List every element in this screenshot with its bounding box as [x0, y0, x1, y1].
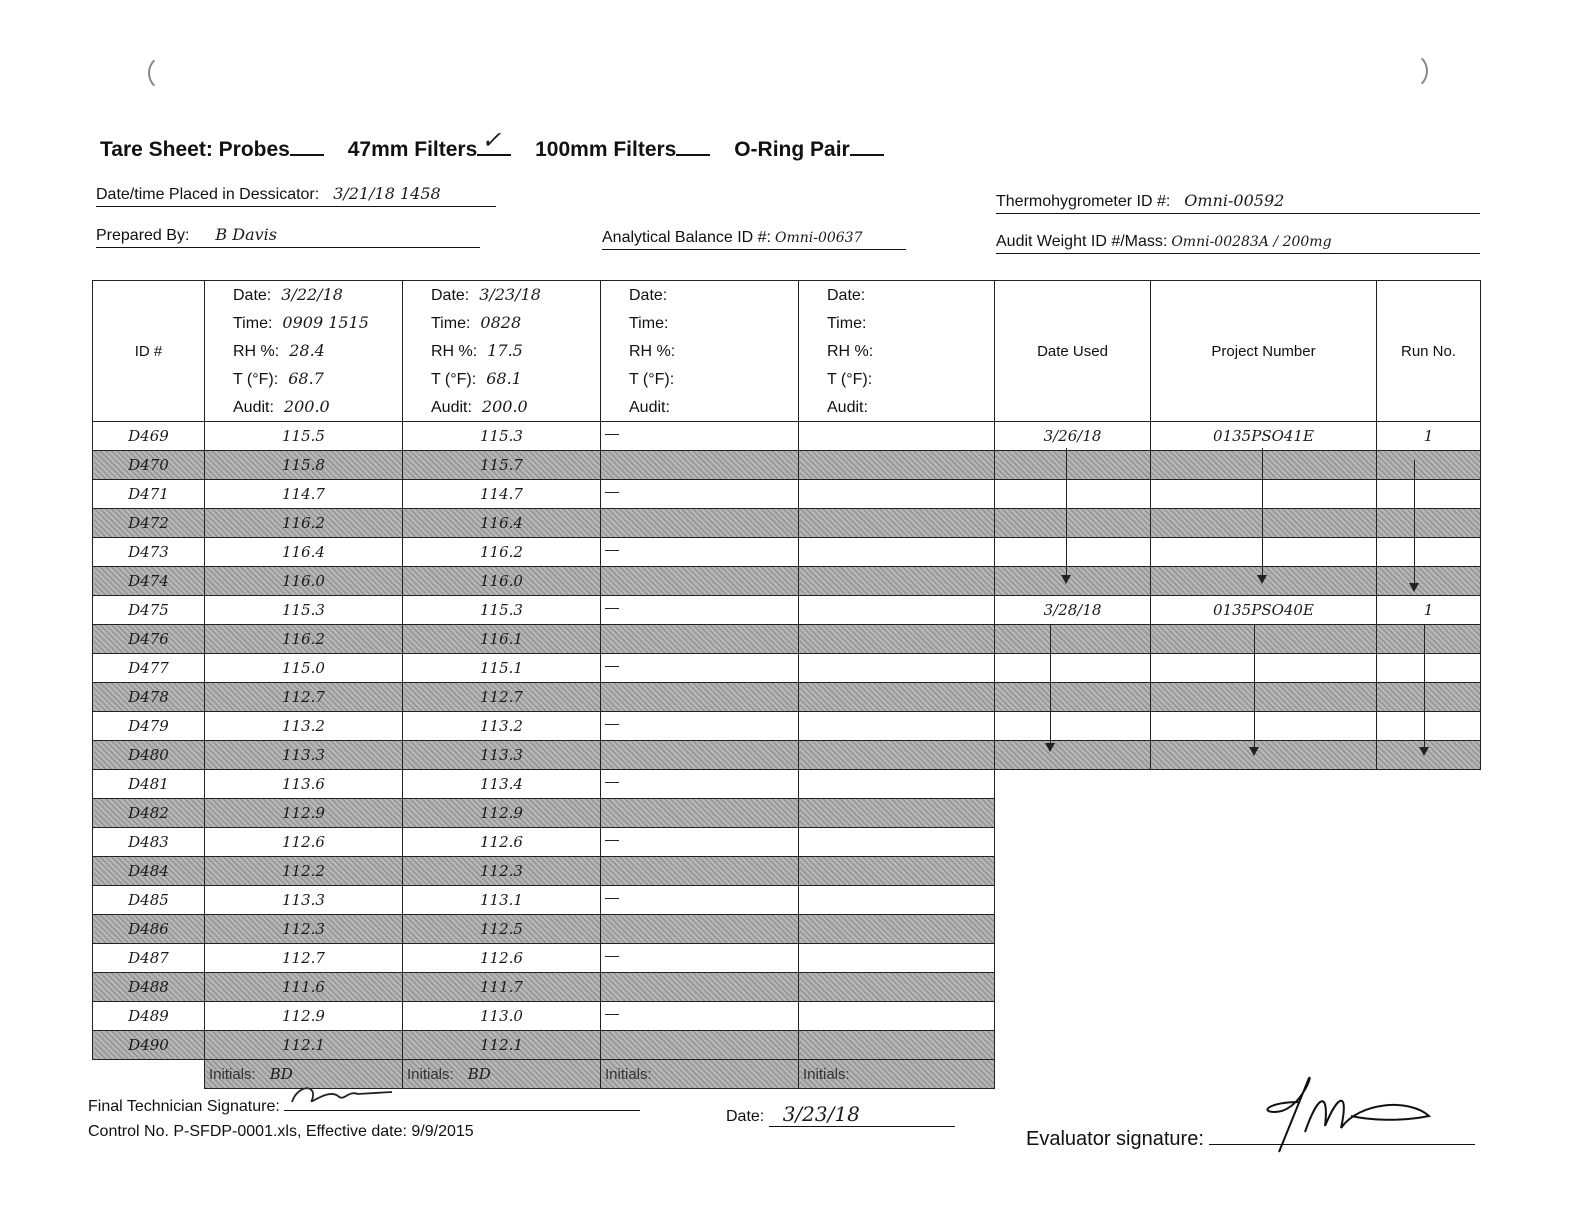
empty-cell — [995, 944, 1151, 973]
weight-2: 115.3 — [403, 422, 601, 451]
table-row — [93, 654, 1481, 683]
date-used — [995, 683, 1151, 712]
table-row — [93, 1031, 1481, 1060]
project-number — [1151, 509, 1377, 538]
weight-4 — [799, 1002, 995, 1031]
weight-4 — [799, 741, 995, 770]
session-time-label: Time: — [233, 315, 273, 332]
run-no — [1377, 538, 1481, 567]
placed-value: 3/21/18 1458 — [333, 184, 441, 203]
table-row — [93, 509, 1481, 538]
weight-4 — [799, 712, 995, 741]
empty-cell — [995, 1031, 1151, 1060]
weight-4 — [799, 799, 995, 828]
empty-cell — [995, 770, 1151, 799]
weight-2: 114.7 — [403, 480, 601, 509]
evaluator-signature-field: Evaluator signature: — [1026, 1128, 1475, 1151]
session-t-label: T (°F): — [431, 371, 477, 388]
row-id: D481 — [93, 770, 205, 799]
weight-3 — [601, 480, 799, 509]
weight-2: 112.5 — [403, 915, 601, 944]
project-number — [1151, 683, 1377, 712]
weight-4 — [799, 451, 995, 480]
weight-2: 116.1 — [403, 625, 601, 654]
date-used — [995, 480, 1151, 509]
weight-2: 116.0 — [403, 567, 601, 596]
session-t-value: 68.1 — [486, 369, 522, 388]
tick-mark — [605, 1014, 619, 1015]
empty-cell — [1377, 1031, 1481, 1060]
tick-mark — [605, 898, 619, 899]
table-row — [93, 625, 1481, 654]
empty-cell — [1377, 915, 1481, 944]
session-rh-label: RH %: — [233, 343, 280, 360]
weight-3 — [601, 596, 799, 625]
session-rh-label: RH %: — [629, 343, 676, 360]
tick-mark — [605, 840, 619, 841]
weight-2: 115.1 — [403, 654, 601, 683]
weight-3 — [601, 886, 799, 915]
weight-1: 112.6 — [205, 828, 403, 857]
date-used: 3/28/18 — [995, 596, 1151, 625]
project-number — [1151, 741, 1377, 770]
session-rh-label: RH %: — [431, 343, 478, 360]
row-id: D473 — [93, 538, 205, 567]
weight-3 — [601, 770, 799, 799]
initials-cell-3 — [601, 1060, 799, 1089]
date-used — [995, 654, 1151, 683]
date-used — [995, 538, 1151, 567]
weight-3 — [601, 625, 799, 654]
tare-table — [92, 280, 1481, 1089]
initials-cell-4 — [799, 1060, 995, 1089]
thermo-value: Omni-00592 — [1184, 191, 1285, 210]
weight-3 — [601, 915, 799, 944]
session-t-label: T (°F): — [233, 371, 279, 388]
option-oring-label: O-Ring Pair — [734, 138, 850, 161]
table-row — [93, 770, 1481, 799]
tick-mark — [605, 666, 619, 667]
audit-weight-value: Omni-00283A / 200mg — [1171, 234, 1332, 250]
thermo-field: Thermohygrometer ID #: Omni-00592 — [996, 191, 1480, 214]
session-rh-value: 28.4 — [289, 341, 325, 360]
balance-field: Analytical Balance ID #: Omni-00637 — [602, 229, 906, 250]
control-number: Control No. P-SFDP-0001.xls, Effective date: 9/9/2015 — [88, 1123, 474, 1140]
empty-cell — [1151, 886, 1377, 915]
table-row — [93, 741, 1481, 770]
option-100mm-label: 100mm Filters — [535, 138, 677, 161]
tick-mark — [605, 608, 619, 609]
run-no — [1377, 683, 1481, 712]
table-row — [93, 944, 1481, 973]
weight-3 — [601, 1002, 799, 1031]
tick-mark — [605, 956, 619, 957]
empty-cell — [1151, 857, 1377, 886]
date-field: Date: 3/23/18 — [726, 1102, 955, 1127]
prepared-field: Prepared By: B Davis — [96, 225, 480, 248]
tick-mark — [605, 434, 619, 435]
weight-2: 115.3 — [403, 596, 601, 625]
run-no: 1 — [1377, 596, 1481, 625]
run-no — [1377, 451, 1481, 480]
arrow-project-2 — [1254, 624, 1255, 754]
tech-signature-line — [284, 1096, 640, 1111]
project-number: 0135PSO41E — [1151, 422, 1377, 451]
empty-cell — [1377, 857, 1481, 886]
session-header-1 — [205, 281, 403, 422]
session-audit-label: Audit: — [629, 399, 670, 416]
weight-4 — [799, 538, 995, 567]
weight-2: 116.2 — [403, 538, 601, 567]
weight-1: 112.9 — [205, 1002, 403, 1031]
title-prefix: Tare Sheet: — [100, 138, 213, 161]
session-time-value: 0828 — [480, 313, 522, 332]
session-time-value: 0909 1515 — [282, 313, 369, 332]
session-time-label: Time: — [431, 315, 471, 332]
tare-sheet-title — [100, 126, 902, 162]
weight-1: 115.0 — [205, 654, 403, 683]
session-time-label: Time: — [827, 315, 867, 332]
weight-4 — [799, 973, 995, 1002]
weight-2: 113.1 — [403, 886, 601, 915]
row-id: D476 — [93, 625, 205, 654]
empty-cell — [1151, 828, 1377, 857]
row-id: D480 — [93, 741, 205, 770]
empty-cell — [1377, 799, 1481, 828]
table-row — [93, 451, 1481, 480]
weight-2: 115.7 — [403, 451, 601, 480]
weight-1: 115.3 — [205, 596, 403, 625]
empty-cell — [995, 799, 1151, 828]
arrow-date-used-1 — [1066, 448, 1067, 582]
weight-4 — [799, 1031, 995, 1060]
table-row — [93, 538, 1481, 567]
session-date-value: 3/23/18 — [479, 285, 541, 304]
weight-4 — [799, 509, 995, 538]
row-id: D489 — [93, 1002, 205, 1031]
option-47mm-blank — [477, 126, 511, 156]
date-used — [995, 451, 1151, 480]
table-row — [93, 828, 1481, 857]
option-47mm-label: 47mm Filters — [347, 138, 478, 161]
option-probes-blank — [290, 140, 324, 156]
empty-cell — [995, 828, 1151, 857]
session-time-label: Time: — [629, 315, 669, 332]
initials-label: Initials: — [407, 1066, 454, 1083]
row-id: D479 — [93, 712, 205, 741]
weight-2: 113.4 — [403, 770, 601, 799]
session-t-label: T (°F): — [629, 371, 675, 388]
session-audit-label: Audit: — [233, 399, 274, 416]
weight-3 — [601, 973, 799, 1002]
evaluator-signature-icon — [1229, 1072, 1449, 1162]
table-row — [93, 799, 1481, 828]
balance-value: Omni-00637 — [774, 230, 863, 246]
project-number — [1151, 451, 1377, 480]
empty-cell — [1377, 1002, 1481, 1031]
row-id: D483 — [93, 828, 205, 857]
weight-4 — [799, 770, 995, 799]
weight-4 — [799, 567, 995, 596]
empty-cell — [995, 1060, 1151, 1089]
tick-mark — [605, 724, 619, 725]
weight-4 — [799, 944, 995, 973]
weight-2: 113.3 — [403, 741, 601, 770]
option-probes-label: Probes — [218, 138, 290, 161]
project-number — [1151, 712, 1377, 741]
empty-cell — [1151, 973, 1377, 1002]
id-header: ID # — [93, 281, 205, 422]
weight-3 — [601, 857, 799, 886]
weight-2: 113.2 — [403, 712, 601, 741]
session-audit-label: Audit: — [431, 399, 472, 416]
prepared-value: B Davis — [215, 225, 277, 244]
date-used-header: Date Used — [995, 281, 1151, 422]
session-date-label: Date: — [629, 287, 668, 304]
weight-2: 112.7 — [403, 683, 601, 712]
arrow-run-2 — [1424, 624, 1425, 754]
tick-mark — [605, 782, 619, 783]
row-id: D471 — [93, 480, 205, 509]
audit-weight-field: Audit Weight ID #/Mass: Omni-00283A / 200mg — [996, 233, 1480, 254]
row-id: D490 — [93, 1031, 205, 1060]
initials-label: Initials: — [803, 1066, 850, 1083]
empty-cell — [1151, 944, 1377, 973]
weight-4 — [799, 596, 995, 625]
project-number — [1151, 480, 1377, 509]
run-no — [1377, 625, 1481, 654]
arrow-date-used-2 — [1050, 624, 1051, 750]
weight-1: 112.7 — [205, 944, 403, 973]
row-id: D475 — [93, 596, 205, 625]
table-row — [93, 422, 1481, 451]
arrow-run-1 — [1414, 460, 1415, 590]
weight-3 — [601, 567, 799, 596]
table-row — [93, 886, 1481, 915]
weight-2: 112.6 — [403, 828, 601, 857]
run-no — [1377, 509, 1481, 538]
session-date-value: 3/22/18 — [281, 285, 343, 304]
weight-2: 113.0 — [403, 1002, 601, 1031]
date-used: 3/26/18 — [995, 422, 1151, 451]
empty-cell — [995, 1002, 1151, 1031]
punch-hole-left — [148, 54, 186, 92]
run-no — [1377, 712, 1481, 741]
weight-4 — [799, 422, 995, 451]
weight-3 — [601, 944, 799, 973]
weight-1: 113.3 — [205, 886, 403, 915]
weight-3 — [601, 1031, 799, 1060]
empty-cell — [995, 915, 1151, 944]
weight-4 — [799, 857, 995, 886]
run-no — [1377, 654, 1481, 683]
empty-cell — [1151, 799, 1377, 828]
weight-4 — [799, 886, 995, 915]
tick-mark — [605, 492, 619, 493]
row-id: D470 — [93, 451, 205, 480]
tick-mark — [605, 550, 619, 551]
weight-4 — [799, 683, 995, 712]
table-row — [93, 683, 1481, 712]
run-no: 1 — [1377, 422, 1481, 451]
empty-cell — [1377, 944, 1481, 973]
option-100mm-blank — [676, 140, 710, 156]
empty-cell — [995, 973, 1151, 1002]
empty-cell — [1377, 828, 1481, 857]
weight-3 — [601, 741, 799, 770]
weight-3 — [601, 683, 799, 712]
initials-value: BD — [467, 1065, 491, 1083]
date-used — [995, 712, 1151, 741]
session-audit-value: 200.0 — [283, 397, 330, 416]
weight-4 — [799, 915, 995, 944]
table-row — [93, 596, 1481, 625]
initials-label: Initials: — [209, 1066, 256, 1083]
weight-3 — [601, 538, 799, 567]
session-header-2 — [403, 281, 601, 422]
weight-1: 112.1 — [205, 1031, 403, 1060]
evaluator-signature-line — [1209, 1130, 1475, 1145]
weight-4 — [799, 828, 995, 857]
row-id: D484 — [93, 857, 205, 886]
weight-1: 116.4 — [205, 538, 403, 567]
weight-4 — [799, 625, 995, 654]
row-id: D478 — [93, 683, 205, 712]
row-id: D482 — [93, 799, 205, 828]
empty-cell — [1377, 973, 1481, 1002]
weight-2: 116.4 — [403, 509, 601, 538]
initials-label: Initials: — [605, 1066, 652, 1083]
empty-cell — [1377, 886, 1481, 915]
empty-cell — [995, 857, 1151, 886]
weight-2: 111.7 — [403, 973, 601, 1002]
row-id: D488 — [93, 973, 205, 1002]
session-audit-label: Audit: — [827, 399, 868, 416]
weight-1: 115.8 — [205, 451, 403, 480]
table-row — [93, 567, 1481, 596]
session-rh-label: RH %: — [827, 343, 874, 360]
tech-signature-field: Final Technician Signature: — [88, 1096, 640, 1116]
placed-field: Date/time Placed in Dessicator: 3/21/18 1458 — [96, 184, 496, 207]
session-header-4 — [799, 281, 995, 422]
weight-3 — [601, 422, 799, 451]
weight-1: 116.2 — [205, 625, 403, 654]
table-row — [93, 480, 1481, 509]
session-rh-value: 17.5 — [487, 341, 523, 360]
date-used — [995, 567, 1151, 596]
weight-1: 112.7 — [205, 683, 403, 712]
run-no — [1377, 480, 1481, 509]
date-used — [995, 741, 1151, 770]
row-id: D469 — [93, 422, 205, 451]
weight-4 — [799, 654, 995, 683]
weight-1: 111.6 — [205, 973, 403, 1002]
weight-1: 113.3 — [205, 741, 403, 770]
empty-cell — [93, 1060, 205, 1089]
project-number: 0135PSO40E — [1151, 596, 1377, 625]
weight-2: 112.3 — [403, 857, 601, 886]
punch-hole-right — [1390, 52, 1428, 90]
tech-signature-icon — [288, 1082, 408, 1108]
empty-cell — [1377, 770, 1481, 799]
checkmark-icon: ✓ — [481, 126, 502, 154]
weight-1: 112.9 — [205, 799, 403, 828]
table-row — [93, 915, 1481, 944]
session-date-label: Date: — [233, 287, 272, 304]
run-no — [1377, 567, 1481, 596]
weight-1: 114.7 — [205, 480, 403, 509]
empty-cell — [1151, 915, 1377, 944]
initials-value: BD — [269, 1065, 293, 1083]
date-used — [995, 625, 1151, 654]
project-number — [1151, 538, 1377, 567]
weight-2: 112.6 — [403, 944, 601, 973]
weight-3 — [601, 799, 799, 828]
project-number — [1151, 625, 1377, 654]
weight-3 — [601, 828, 799, 857]
weight-1: 112.2 — [205, 857, 403, 886]
project-number-header: Project Number — [1151, 281, 1377, 422]
session-header-3 — [601, 281, 799, 422]
session-t-label: T (°F): — [827, 371, 873, 388]
table-row — [93, 1002, 1481, 1031]
row-id: D472 — [93, 509, 205, 538]
row-id: D485 — [93, 886, 205, 915]
weight-1: 112.3 — [205, 915, 403, 944]
empty-cell — [1151, 1002, 1377, 1031]
session-date-label: Date: — [827, 287, 866, 304]
table-row — [93, 973, 1481, 1002]
table-row — [93, 712, 1481, 741]
project-number — [1151, 654, 1377, 683]
empty-cell — [1151, 770, 1377, 799]
table-row — [93, 857, 1481, 886]
row-id: D474 — [93, 567, 205, 596]
row-id: D477 — [93, 654, 205, 683]
run-no-header: Run No. — [1377, 281, 1481, 422]
weight-3 — [601, 712, 799, 741]
weight-3 — [601, 509, 799, 538]
weight-2: 112.9 — [403, 799, 601, 828]
date-used — [995, 509, 1151, 538]
session-audit-value: 200.0 — [481, 397, 528, 416]
empty-cell — [1151, 1031, 1377, 1060]
session-date-label: Date: — [431, 287, 470, 304]
weight-3 — [601, 451, 799, 480]
weight-2: 112.1 — [403, 1031, 601, 1060]
session-t-value: 68.7 — [288, 369, 324, 388]
weight-1: 116.0 — [205, 567, 403, 596]
weight-4 — [799, 480, 995, 509]
weight-1: 116.2 — [205, 509, 403, 538]
weight-1: 113.2 — [205, 712, 403, 741]
row-id: D487 — [93, 944, 205, 973]
weight-1: 113.6 — [205, 770, 403, 799]
arrow-project-1 — [1262, 448, 1263, 582]
weight-1: 115.5 — [205, 422, 403, 451]
row-id: D486 — [93, 915, 205, 944]
weight-3 — [601, 654, 799, 683]
date-value: 3/23/18 — [782, 1102, 860, 1126]
option-oring-blank — [850, 140, 884, 156]
initials-cell-2 — [403, 1060, 601, 1089]
empty-cell — [995, 886, 1151, 915]
